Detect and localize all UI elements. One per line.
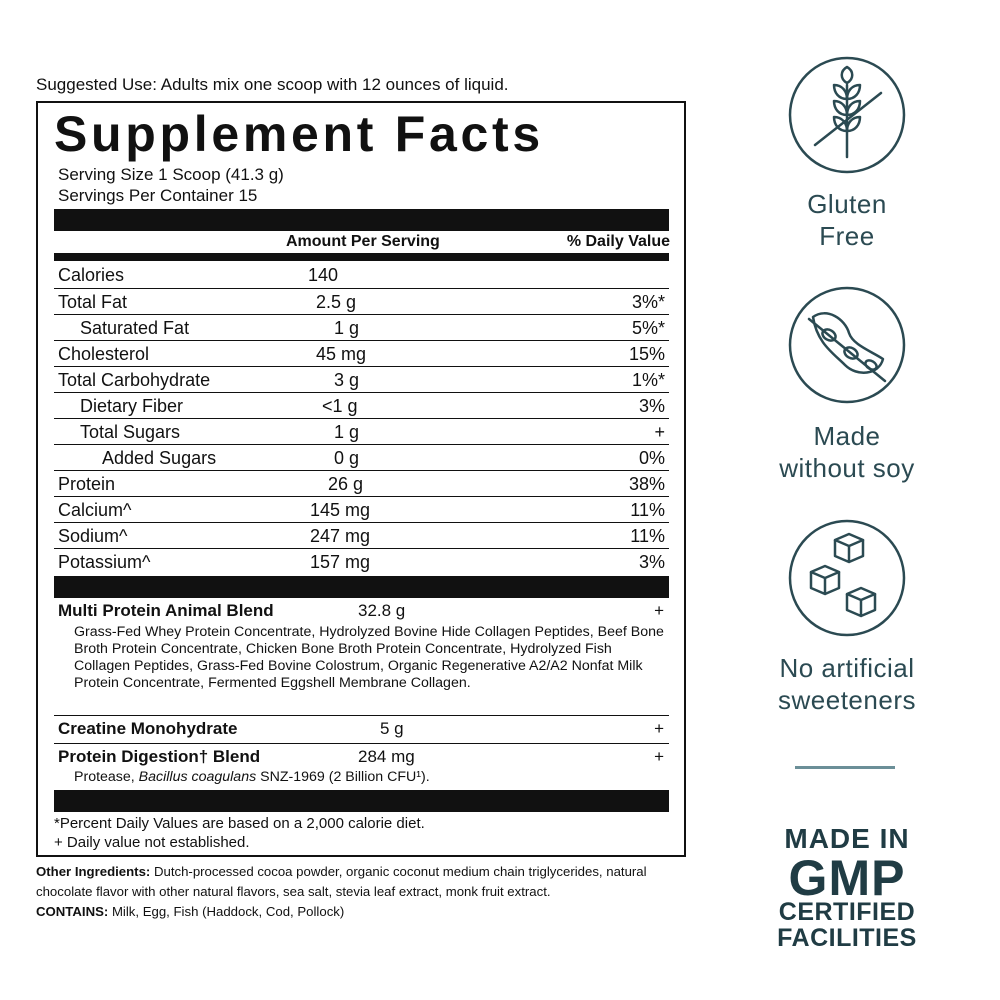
- blend-dv: +: [654, 719, 664, 738]
- nutrient-dv: 0%: [638, 448, 665, 468]
- nutrient-name: Dietary Fiber: [80, 396, 184, 416]
- blend-amount: 5 g: [380, 719, 404, 738]
- nutrient-row-potassium: [54, 548, 669, 575]
- nutrient-row-cholesterol: [54, 340, 669, 367]
- nutrient-dv: 3%: [638, 396, 665, 416]
- footnote-not-established: + Daily value not established.: [54, 834, 250, 851]
- nutrient-dv: 11%: [630, 500, 665, 520]
- row-divider: [54, 743, 669, 744]
- nutrient-name: Protein: [58, 474, 116, 494]
- nutrient-amount: 3 g: [334, 370, 360, 390]
- nutrient-amount: 1 g: [334, 422, 360, 442]
- gmp-made-in: MADE IN: [784, 823, 910, 854]
- nutrient-amount: 247 mg: [310, 526, 371, 546]
- blend-amount: 32.8 g: [358, 601, 406, 620]
- nutrient-dv: 5%*: [631, 318, 665, 338]
- nutrient-row-sodium: [54, 522, 669, 549]
- blend-dv: +: [654, 601, 664, 620]
- nutrient-dv: 3%: [638, 552, 665, 572]
- nutrient-row-total-fat: [54, 288, 669, 315]
- nutrient-dv: 38%: [628, 474, 665, 494]
- blend-amount: 284 mg: [358, 747, 415, 766]
- blend-name-multi-protein: Multi Protein Animal Blend: [58, 601, 274, 620]
- nutrient-dv: 15%: [628, 344, 665, 364]
- nutrient-name: Total Sugars: [80, 422, 181, 442]
- section-divider: [795, 766, 895, 769]
- nutrient-dv: 3%*: [631, 292, 665, 312]
- nutrient-amount: <1 g: [322, 396, 358, 416]
- nutrient-amount: 26 g: [328, 474, 364, 494]
- row-divider: [54, 715, 669, 716]
- thick-divider: [54, 576, 669, 598]
- supplement-facts-panel: [36, 101, 686, 857]
- nutrient-name: Potassium^: [58, 552, 151, 572]
- nutrient-row-calcium: [54, 496, 669, 523]
- nutrient-name: Added Sugars: [102, 448, 217, 468]
- thick-divider: [54, 790, 669, 812]
- nutrient-amount: 145 mg: [310, 500, 371, 520]
- facts-title: Supplement Facts: [54, 106, 544, 162]
- allergen-contains: CONTAINS: Milk, Egg, Fish (Haddock, Cod, Pollock): [36, 904, 345, 919]
- gmp-certified: CERTIFIED: [778, 898, 916, 926]
- nutrient-row-protein: [54, 470, 669, 497]
- nutrient-amount: 157 mg: [310, 552, 371, 572]
- blend-dv: +: [654, 747, 664, 766]
- nutrient-amount: 45 mg: [316, 344, 367, 364]
- other-ingredients: Other Ingredients: Dutch-processed cocoa powder, organic coconut medium chain triglycerides, natural chocolate flavor with other natural flavors, sea salt, stevia leaf extract, monk fruit extract.: [36, 864, 647, 899]
- serving-size: Serving Size 1 Scoop (41.3 g): [58, 165, 284, 184]
- no-soy-icon: [787, 285, 907, 405]
- nutrient-row-added-sugars: [54, 444, 669, 471]
- badge-label-no-soy: Made without soy: [779, 421, 915, 483]
- nutrient-row-total-carbohydrate: [54, 366, 669, 393]
- medium-divider: [54, 253, 669, 261]
- blend-name-protein-digestion: Protein Digestion† Blend: [58, 747, 261, 766]
- nutrient-amount: 1 g: [334, 318, 360, 338]
- badge-label-gluten-free: Gluten Free: [807, 189, 887, 251]
- no-gluten-icon: [787, 55, 907, 175]
- servings-per-container: Servings Per Container 15: [58, 186, 258, 205]
- nutrient-row-saturated-fat: [54, 314, 669, 341]
- nutrient-name: Calcium^: [58, 500, 132, 520]
- nutrient-amount: 140: [308, 265, 339, 285]
- nutrient-amount: 2.5 g: [316, 292, 357, 312]
- blend-description: Protease, Bacillus coagulans SNZ-1969 (2 Billion CFU¹).: [74, 769, 430, 785]
- nutrient-name: Saturated Fat: [80, 318, 190, 338]
- blend-name-creatine: Creatine Monohydrate: [58, 719, 238, 738]
- thick-divider: [54, 209, 669, 231]
- amount-header: Amount Per Serving: [286, 233, 440, 250]
- gmp-title: GMP: [788, 850, 906, 906]
- nutrient-name: Cholesterol: [58, 344, 150, 364]
- nutrient-name: Calories: [58, 265, 125, 285]
- nutrient-amount: 0 g: [334, 448, 360, 468]
- blend-description: Grass-Fed Whey Protein Concentrate, Hydrolyzed Bovine Hide Collagen Peptides, Beef Bone Broth Protein Concentrate, Chicken Bone Broth Protein Concentrate, Hydrolyzed Fish Collagen Peptides, Grass-Fed Bovine Colostrum, Organic Regenerative A2/A2 Nonfat Milk Protein Concentrate, Fermented Eggshell Membrane Collagen.: [74, 624, 664, 691]
- suggested-use: Suggested Use: Adults mix one scoop with 12 ounces of liquid.: [36, 75, 509, 94]
- nutrient-name: Sodium^: [58, 526, 128, 546]
- gmp-facilities: FACILITIES: [777, 924, 917, 952]
- nutrient-dv: 1%*: [631, 370, 665, 390]
- nutrient-row-calories: [54, 262, 669, 288]
- badge-label-no-sweeteners: No artificial sweeteners: [778, 653, 916, 715]
- nutrient-dv: +: [654, 422, 665, 442]
- no-sweetener-icon: [787, 518, 907, 638]
- nutrient-row-total-sugars: [54, 418, 669, 445]
- nutrient-name: Total Fat: [58, 292, 128, 312]
- daily-value-header: % Daily Value: [566, 233, 670, 250]
- footnote-daily-values: *Percent Daily Values are based on a 2,000 calorie diet.: [54, 815, 425, 832]
- nutrient-name: Total Carbohydrate: [58, 370, 211, 390]
- nutrient-dv: 11%: [630, 526, 665, 546]
- nutrient-row-dietary-fiber: [54, 392, 669, 419]
